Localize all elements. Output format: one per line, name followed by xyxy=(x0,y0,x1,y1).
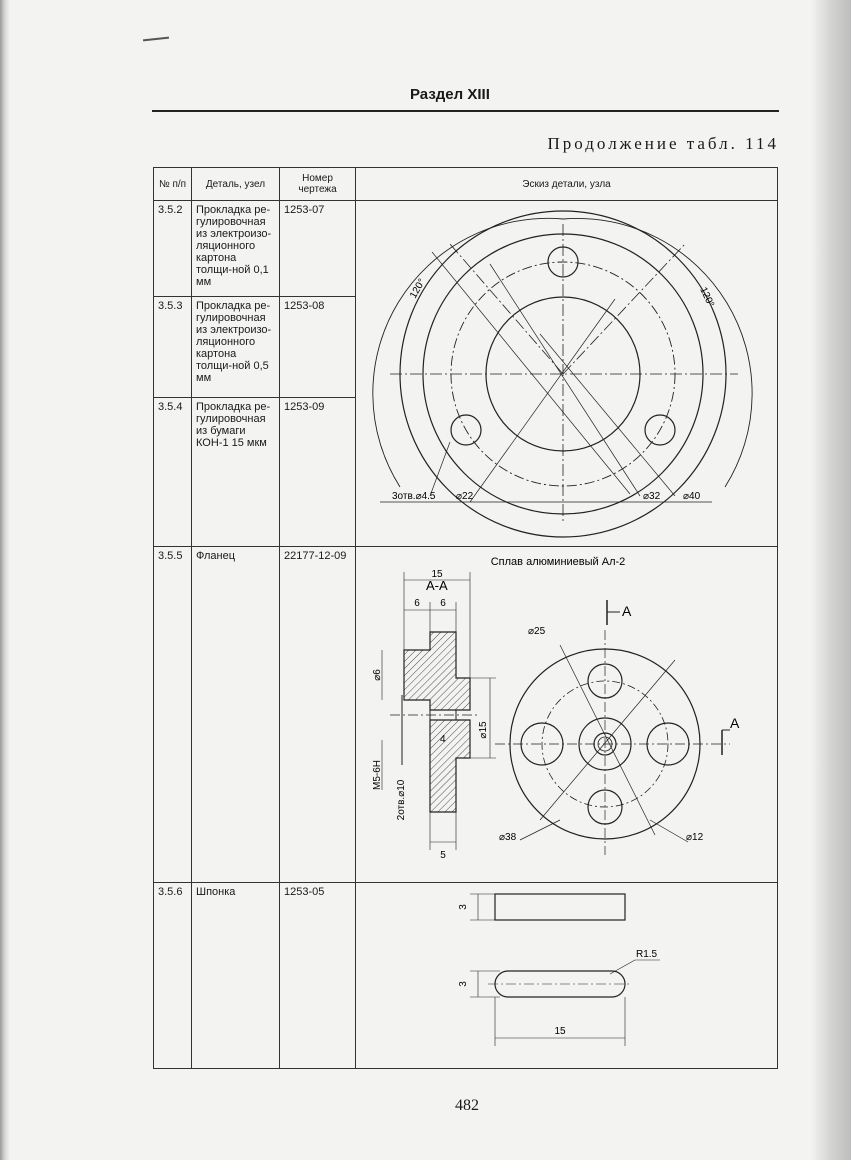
flange-holes-label: 2отв.⌀10 xyxy=(396,779,407,821)
table-header-row xyxy=(154,168,778,201)
row-part-name: Прокладка ре-гулировочная из электроизо-ляционного картона толщи-ной 0,1 мм xyxy=(192,201,280,297)
gasket-holes-label: 3отв.⌀4.5 xyxy=(392,491,436,502)
header-drawing: Номер чертежа xyxy=(280,168,356,201)
gasket-d32-label: ⌀32 xyxy=(643,491,661,502)
header-sketch: Эскиз детали, узла xyxy=(356,168,778,201)
row-drawing-no: 1253-05 xyxy=(280,883,356,1069)
flange-d25-label: ⌀25 xyxy=(528,626,546,637)
flange-dim-6b: 6 xyxy=(440,598,446,609)
row-part-name: Прокладка ре-гулировочная из бумаги КОН-1 15 мкм xyxy=(192,397,280,546)
row-part-name: Фланец xyxy=(192,547,280,883)
key-dim-3-bottom: 3 xyxy=(458,981,469,987)
scan-smudge xyxy=(143,37,169,42)
table-row xyxy=(154,883,778,1069)
header-rule xyxy=(152,110,779,112)
key-radius-label: R1.5 xyxy=(636,949,658,960)
flange-dim-15-top: 15 xyxy=(431,569,443,580)
gasket-angle-right-label: 120° xyxy=(697,285,716,310)
flange-dim-5: 5 xyxy=(440,850,446,861)
flange-dim-6a: 6 xyxy=(414,598,420,609)
row-drawing-no: 1253-08 xyxy=(280,296,356,397)
parts-table xyxy=(153,167,778,1069)
scan-right-edge xyxy=(811,0,851,1160)
row-no: 3.5.5 xyxy=(154,547,192,883)
row-no: 3.5.4 xyxy=(154,397,192,546)
table-row xyxy=(154,201,778,297)
flange-section-upper xyxy=(404,632,470,710)
row-part-name: Шпонка xyxy=(192,883,280,1069)
flange-d12-label: ⌀12 xyxy=(686,832,704,843)
row-drawing-no: 1253-07 xyxy=(280,201,356,297)
key-length-label: 15 xyxy=(554,1026,566,1037)
row-no: 3.5.2 xyxy=(154,201,192,297)
gasket-d22-label: ⌀22 xyxy=(456,491,474,502)
sketch-gasket-cell xyxy=(356,201,778,547)
section-title: Раздел XIII xyxy=(410,86,490,103)
row-no: 3.5.6 xyxy=(154,883,192,1069)
header-part: Деталь, узел xyxy=(192,168,280,201)
page-number: 482 xyxy=(455,1097,479,1114)
row-no: 3.5.3 xyxy=(154,296,192,397)
gasket-d40-label: ⌀40 xyxy=(683,491,701,502)
key-drawing xyxy=(360,886,755,1062)
table-row xyxy=(154,547,778,883)
key-side-view xyxy=(495,894,625,920)
table-continuation-title: Продолжение табл. 114 xyxy=(547,134,779,153)
flange-material-label: Сплав алюминиевый Ал-2 xyxy=(490,556,626,568)
flange-section-lower xyxy=(430,720,470,812)
flange-thread-label: М5-6Н xyxy=(372,759,383,791)
flange-d38-label: ⌀38 xyxy=(499,832,517,843)
row-drawing-no: 22177-12-09 xyxy=(280,547,356,883)
scan-left-edge xyxy=(0,0,10,1160)
flange-cut-a-top: А xyxy=(622,603,632,619)
sketch-key-cell xyxy=(356,883,778,1069)
flange-d15-label: ⌀15 xyxy=(478,721,489,739)
gasket-drawing xyxy=(360,204,755,540)
row-drawing-no: 1253-09 xyxy=(280,397,356,546)
gasket-angle-left-label: 120° xyxy=(408,277,428,301)
flange-section-label: А-А xyxy=(426,578,448,593)
sketch-flange-cell xyxy=(356,547,778,883)
flange-dim-4: 4 xyxy=(440,734,446,745)
flange-drawing xyxy=(360,550,755,876)
flange-d6-label: ⌀6 xyxy=(372,669,383,681)
row-part-name: Прокладка ре-гулировочная из электроизо-ляционного картона толщи-ной 0,5 мм xyxy=(192,296,280,397)
key-dim-3-top: 3 xyxy=(458,904,469,910)
header-no: № п/п xyxy=(154,168,192,201)
flange-cut-a-right: А xyxy=(730,715,740,731)
